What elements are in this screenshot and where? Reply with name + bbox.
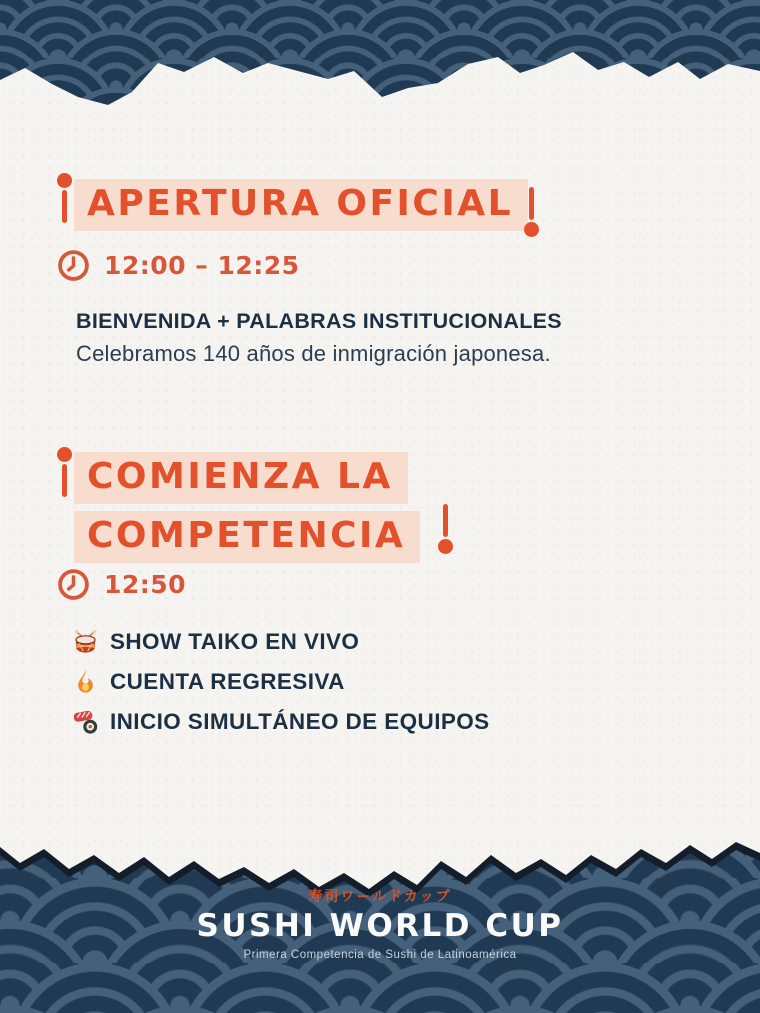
pin-stem (529, 187, 534, 220)
clock-icon (56, 567, 91, 602)
pin-stem (62, 190, 67, 223)
footer-japanese-text: 寿司ワールドカップ (308, 889, 452, 905)
section-title-text: APERTURA OFICIAL (74, 179, 528, 231)
pin-dot (57, 173, 72, 188)
list-item-label: INICIO SIMULTÁNEO DE EQUIPOS (110, 708, 490, 734)
pin-marker-mid-right (438, 504, 453, 554)
pin-stem (443, 504, 448, 537)
list-item (72, 628, 490, 655)
activity-list (72, 628, 490, 735)
section-competencia-title (74, 452, 420, 563)
pin-dot (438, 539, 453, 554)
list-item-label: CUENTA REGRESIVA (110, 668, 345, 694)
section-title-line1: COMIENZA LA (74, 452, 408, 504)
time-label: 12:00 – 12:25 (104, 251, 300, 280)
list-item (72, 668, 490, 695)
apertura-subheading: Celebramos 140 años de inmigración japonesa. (76, 341, 551, 366)
pin-dot (57, 447, 72, 462)
fire-icon (72, 668, 99, 695)
pin-dot (524, 222, 539, 237)
list-item-label: SHOW TAIKO EN VIVO (110, 628, 360, 654)
footer-logo-text: SUSHI WORLD CUP (196, 908, 564, 944)
apertura-heading: BIENVENIDA + PALABRAS INSTITUCIONALES (76, 309, 562, 333)
pin-marker-top-left (57, 173, 72, 223)
time-row-competencia (56, 567, 186, 602)
section-apertura-title (74, 179, 528, 231)
drum-icon (72, 628, 99, 655)
section-title-line2: COMPETENCIA (74, 511, 420, 563)
pin-marker-top-right (524, 187, 539, 237)
pin-marker-mid-left (57, 447, 72, 497)
clock-icon (56, 248, 91, 283)
sushi-icon (72, 708, 99, 735)
footer-logo-block (0, 886, 760, 961)
footer-tagline: Primera Competencia de Sushi de Latinoamérica (243, 949, 517, 961)
time-row-apertura (56, 248, 300, 283)
list-item (72, 708, 490, 735)
pin-stem (62, 464, 67, 497)
time-label: 12:50 (104, 570, 187, 599)
